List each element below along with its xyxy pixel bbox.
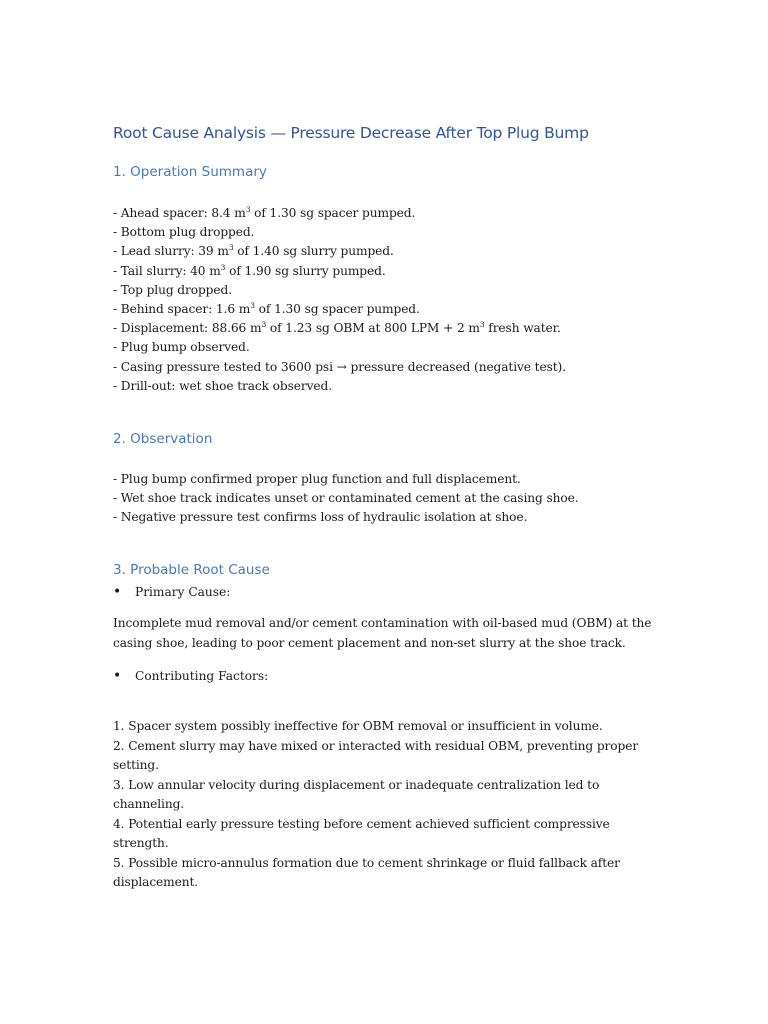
section-heading-probable-root-cause: 3. Probable Root Cause	[113, 562, 270, 578]
bullet-dot-icon: •	[113, 668, 122, 684]
factor-item: 2. Cement slurry may have mixed or interacted with residual OBM, preventing proper setting.	[113, 738, 639, 772]
summary-line: - Lead slurry: 39 $m^3$ of 1.40 sg slurry pumped.	[113, 243, 394, 259]
observation-list	[113, 470, 673, 528]
observation-line: - Wet shoe track indicates unset or contaminated cement at the casing shoe.	[113, 491, 579, 506]
summary-line: - Tail slurry: 40 $m^3$ of 1.90 sg slurry pumped.	[113, 262, 386, 278]
observation-line: - Plug bump confirmed proper plug function and full displacement.	[113, 472, 521, 486]
summary-line: - Ahead spacer: 8.4 $m^3$ of 1.30 sg spacer pumped.	[113, 205, 416, 220]
summary-line: - Drill-out: wet shoe track observed.	[113, 378, 332, 393]
bullet-dot-icon: •	[113, 584, 122, 600]
summary-line: - Behind spacer: 1.6 $m^3$ of 1.30 sg spacer pumped.	[113, 300, 420, 316]
summary-line: - Bottom plug dropped.	[113, 225, 255, 240]
factor-item: 5. Possible micro-annulus formation due to cement shrinkage or fluid fallback after displacement.	[113, 855, 620, 889]
operation-summary-list	[113, 204, 673, 396]
summary-line: - Top plug dropped.	[113, 282, 232, 297]
factor-item: 4. Potential early pressure testing before cement achieved sufficient compressive strength.	[113, 816, 610, 850]
factor-item: 1. Spacer system possibly ineffective for OBM removal or insufficient in volume.	[113, 719, 603, 733]
factor-item: 3. Low annular velocity during displacement or inadequate centralization led to channeling.	[113, 777, 600, 811]
section-heading-observation: 2. Observation	[113, 431, 213, 447]
section-heading-operation-summary: 1. Operation Summary	[113, 164, 267, 180]
bullet-contributing-factors: • Contributing Factors:	[113, 668, 269, 684]
observation-line: - Negative pressure test confirms loss of hydraulic isolation at shoe.	[113, 510, 528, 525]
contributing-factors-list	[113, 717, 658, 893]
primary-cause-text: Incomplete mud removal and/or cement contamination with oil-based mud (OBM) at the casing shoe, leading to poor cement placement and non-set slurry at the shoe track.	[113, 616, 652, 650]
bullet-primary-cause: • Primary Cause:	[113, 584, 231, 600]
summary-line: - Displacement: 88.66 $m^3$ of 1.23 sg OBM at 800 LPM + 2 $m^3$ fresh water.	[113, 320, 561, 336]
summary-line: - Plug bump observed.	[113, 340, 250, 355]
document-title: Root Cause Analysis — Pressure Decrease After Top Plug Bump	[113, 124, 589, 142]
summary-line: - Casing pressure tested to 3600 psi → pressure decreased (negative test).	[113, 359, 566, 374]
